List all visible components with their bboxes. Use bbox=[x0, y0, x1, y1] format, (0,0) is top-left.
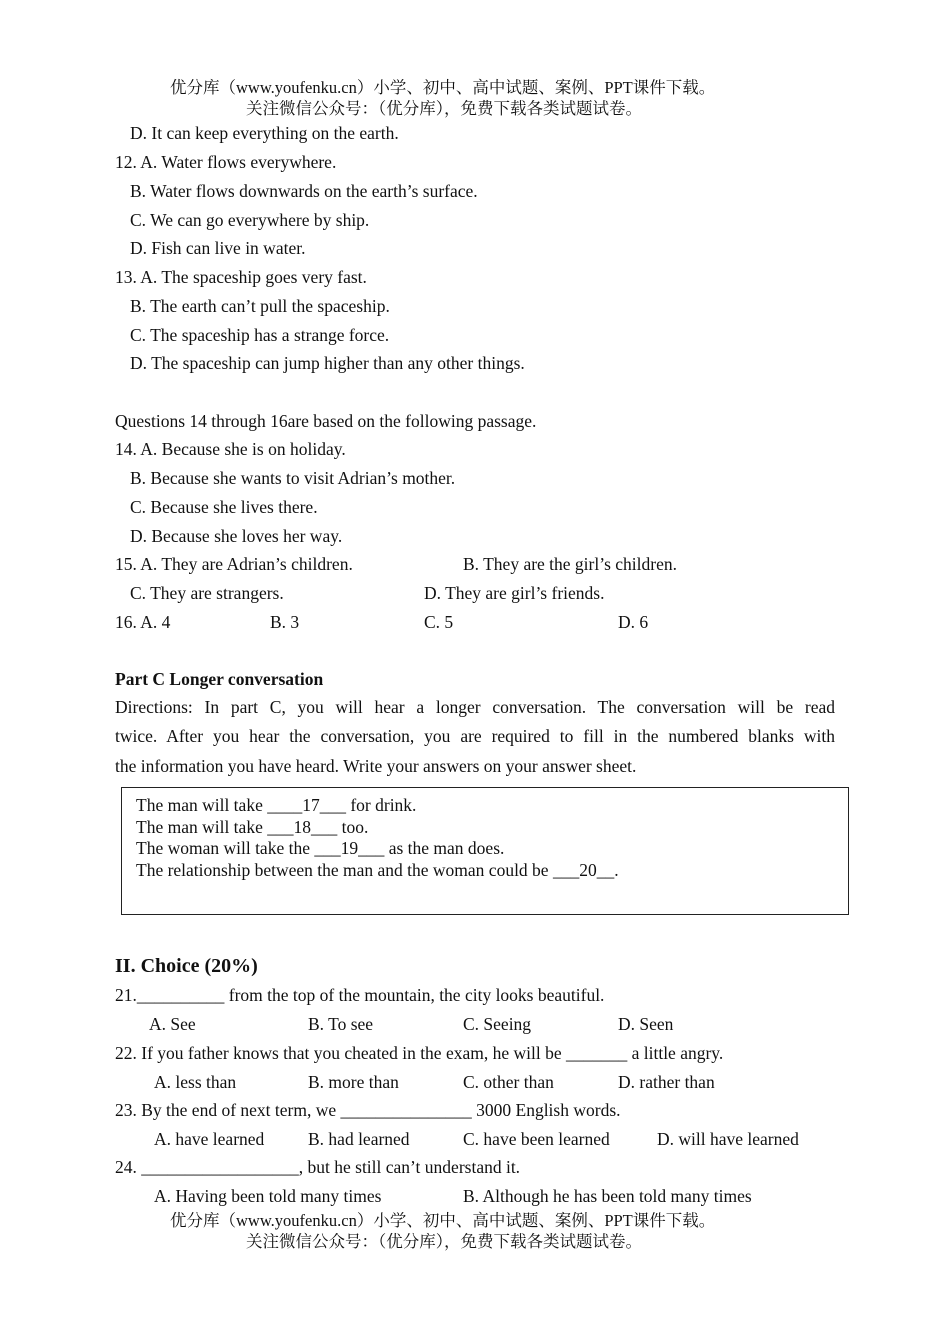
q15-option-b: B. They are the girl’s children. bbox=[463, 554, 677, 574]
footer-line-2: 关注微信公众号：（优分库），免费下载各类试题试卷。 bbox=[246, 1232, 642, 1251]
q24-option-b: B. Although he has been told many times bbox=[463, 1186, 752, 1206]
q13-option-c: C. The spaceship has a strange force. bbox=[130, 325, 390, 345]
q16-option-b: B. 3 bbox=[270, 612, 300, 632]
q21-stem: 21.__________ from the top of the mountain, the city looks beautiful. bbox=[115, 985, 605, 1005]
q14-option-b: B. Because she wants to visit Adrian’s mother. bbox=[130, 468, 456, 488]
section-2-title: II. Choice (20%) bbox=[115, 955, 258, 977]
header-line-1: 优分库（www.youfenku.cn）小学、初中、高中试题、案例、PPT课件下载。 bbox=[170, 78, 716, 97]
q22-option-b: B. more than bbox=[308, 1072, 399, 1092]
box-line-18: The man will take ___18___ too. bbox=[136, 817, 369, 837]
q14-option-a: 14. A. Because she is on holiday. bbox=[115, 439, 346, 459]
part-c-directions-line-1: Directions: In part C, you will hear a longer conversation. The conversation will be read bbox=[115, 697, 835, 717]
box-line-17: The man will take ____17___ for drink. bbox=[136, 795, 417, 815]
q23-stem: 23. By the end of next term, we _______________ 3000 English words. bbox=[115, 1100, 621, 1120]
q21-option-c: C. Seeing bbox=[463, 1014, 532, 1034]
q13-option-b: B. The earth can’t pull the spaceship. bbox=[130, 296, 390, 316]
q22-option-d: D. rather than bbox=[618, 1072, 715, 1092]
q24-stem: 24. __________________, but he still can’t understand it. bbox=[115, 1157, 521, 1177]
q12-option-d: D. Fish can live in water. bbox=[130, 238, 306, 258]
part-c-directions-line-3: the information you have heard. Write your answers on your answer sheet. bbox=[115, 756, 637, 776]
q24-option-a: A. Having been told many times bbox=[154, 1186, 382, 1206]
part-c-directions-line-2: twice. After you hear the conversation, you are required to fill in the numbered blanks with bbox=[115, 726, 835, 746]
q16-option-c: C. 5 bbox=[424, 612, 454, 632]
q23-option-d: D. will have learned bbox=[657, 1129, 799, 1149]
q22-stem: 22. If you father knows that you cheated in the exam, he will be _______ a little angry. bbox=[115, 1043, 724, 1063]
q15-option-c: C. They are strangers. bbox=[130, 583, 284, 603]
box-line-20: The relationship between the man and the woman could be ___20__. bbox=[136, 860, 619, 880]
q12-option-c: C. We can go everywhere by ship. bbox=[130, 210, 370, 230]
q15-option-d: D. They are girl’s friends. bbox=[424, 583, 605, 603]
q13-option-d: D. The spaceship can jump higher than any other things. bbox=[130, 353, 525, 373]
footer-line-1: 优分库（www.youfenku.cn）小学、初中、高中试题、案例、PPT课件下载。 bbox=[170, 1211, 716, 1230]
box-line-19: The woman will take the ___19___ as the man does. bbox=[136, 838, 505, 858]
q14-option-c: C. Because she lives there. bbox=[130, 497, 318, 517]
q22-option-a: A. less than bbox=[154, 1072, 237, 1092]
q23-option-c: C. have been learned bbox=[463, 1129, 610, 1149]
q22-option-c: C. other than bbox=[463, 1072, 554, 1092]
q15-option-a: 15. A. They are Adrian’s children. bbox=[115, 554, 353, 574]
q21-option-b: B. To see bbox=[308, 1014, 374, 1034]
q14-option-d: D. Because she loves her way. bbox=[130, 526, 343, 546]
q12-option-a: 12. A. Water flows everywhere. bbox=[115, 152, 337, 172]
passage-intro: Questions 14 through 16are based on the following passage. bbox=[115, 411, 537, 431]
q16-option-a: 16. A. 4 bbox=[115, 612, 171, 632]
q23-option-b: B. had learned bbox=[308, 1129, 410, 1149]
q21-option-a: A. See bbox=[149, 1014, 196, 1034]
q23-option-a: A. have learned bbox=[154, 1129, 265, 1149]
q21-option-d: D. Seen bbox=[618, 1014, 674, 1034]
part-c-title: Part C Longer conversation bbox=[115, 669, 324, 689]
q12-option-b: B. Water flows downwards on the earth’s surface. bbox=[130, 181, 478, 201]
header-line-2: 关注微信公众号：（优分库），免费下载各类试题试卷。 bbox=[246, 99, 642, 118]
q16-option-d: D. 6 bbox=[618, 612, 649, 632]
q13-option-a: 13. A. The spaceship goes very fast. bbox=[115, 267, 367, 287]
q11-option-d: D. It can keep everything on the earth. bbox=[130, 123, 399, 143]
